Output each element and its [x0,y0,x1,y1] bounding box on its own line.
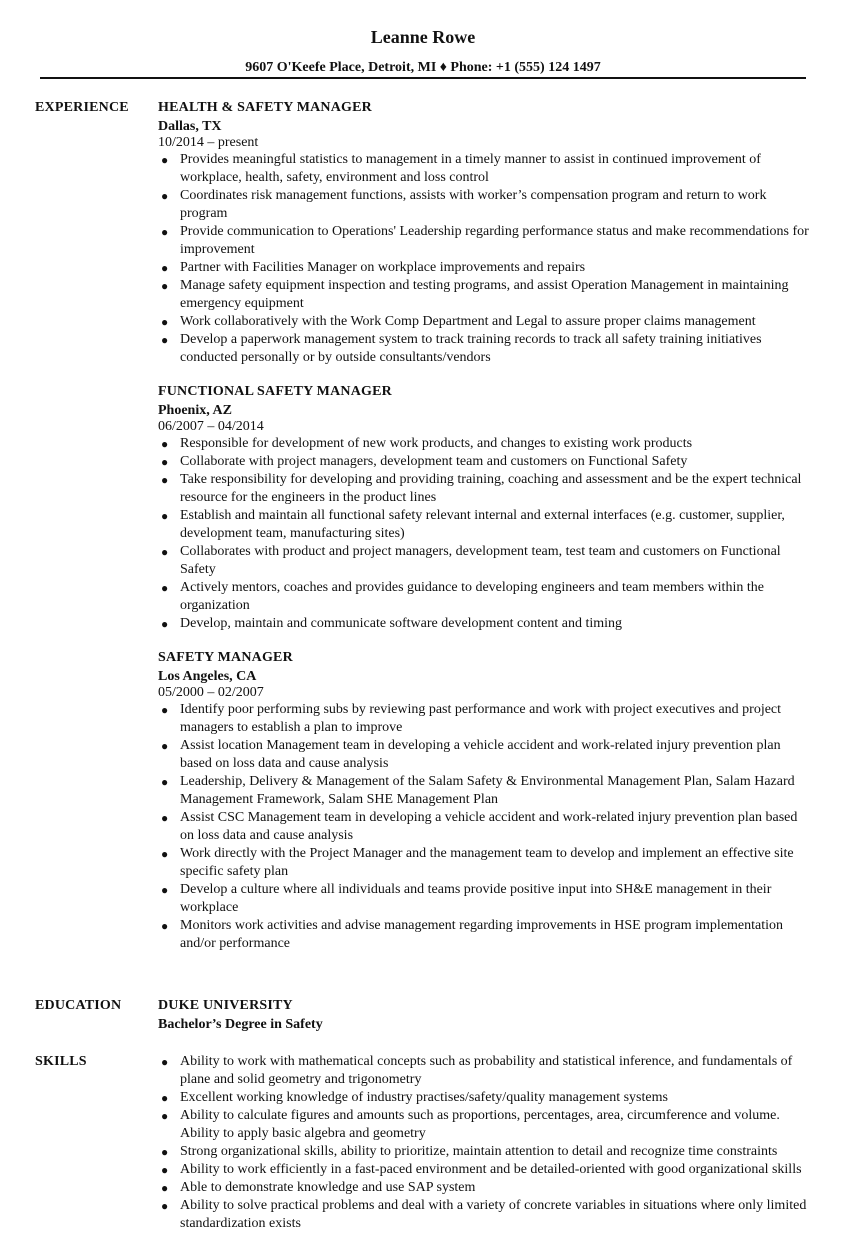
bullet-text: Collaborate with project managers, development team and customers on Functional Safety [180,454,688,469]
job-bullets [158,435,810,633]
bullet-item [158,313,810,331]
bullet-icon: ● [161,189,169,203]
degree-name: Bachelor’s Degree in Safety [158,1017,323,1032]
bullet-item [158,507,810,543]
bullet-item [158,615,810,633]
bullet-item [158,881,810,917]
job-title: HEALTH & SAFETY MANAGER [158,100,372,115]
bullet-text: Provide communication to Operations' Leadership regarding performance status and make recommendations for improvement [180,224,809,257]
job-dates: 10/2014 – present [158,135,259,150]
skill-text: Ability to calculate figures and amounts such as proportions, percentages, area, circumference and volume. Ability to apply basic algebra and geometry [180,1108,780,1141]
section-label-education: EDUCATION [35,998,122,1013]
bullet-icon: ● [161,333,169,347]
skill-text: Excellent working knowledge of industry practises/safety/quality management systems [180,1090,668,1105]
skill-text: Ability to solve practical problems and deal with a variety of concrete variables in situations where only limited standardization exists [180,1198,807,1231]
bullet-item [158,737,810,773]
bullet-text: Develop a paperwork management system to track training records to track all safety training initiatives conducted personally or by outside consultants/vendors [180,332,762,365]
bullet-text: Monitors work activities and advise management regarding improvements in HSE program implementation and/or performance [180,918,784,951]
bullet-item [158,453,810,471]
skill-item [158,1161,810,1179]
bullet-text: Work collaboratively with the Work Comp Department and Legal to assure proper claims management [180,314,756,329]
bullet-icon: ● [161,811,169,825]
bullet-icon: ● [161,617,169,631]
bullet-icon: ● [161,437,169,451]
skills-list [158,1053,810,1233]
bullet-item [158,259,810,277]
job-dates: 06/2007 – 04/2014 [158,419,264,434]
job-location: Los Angeles, CA [158,669,257,684]
bullet-text: Partner with Facilities Manager on workplace improvements and repairs [180,260,586,275]
job-entry [158,99,810,367]
skills-section [158,1053,810,1233]
bullet-icon: ● [161,1199,169,1213]
contact-line: 9607 O'Keefe Place, Detroit, MI ♦ Phone: +1 (555) 124 1497 [245,60,601,75]
bullet-icon: ● [161,847,169,861]
skill-text: Ability to work efficiently in a fast-paced environment and be detailed-oriented with good organizational skills [180,1162,802,1177]
bullet-icon: ● [161,545,169,559]
skill-item [158,1179,810,1197]
bullet-icon: ● [161,1163,169,1177]
bullet-icon: ● [161,225,169,239]
job-location: Dallas, TX [158,119,222,134]
bullet-text: Collaborates with product and project managers, development team, test team and customers on Functional Safety [180,544,781,577]
bullet-item [158,543,810,579]
bullet-text: Take responsibility for developing and providing training, coaching and assessment and be the expert technical resource for the engineers in the product lines [180,472,802,505]
bullet-item [158,435,810,453]
bullet-text: Leadership, Delivery & Management of the Salam Safety & Environmental Management Plan, Salam Hazard Management Framework, Salam SHE Management Plan [180,774,795,807]
bullet-icon: ● [161,703,169,717]
bullet-item [158,471,810,507]
skill-item [158,1197,810,1233]
bullet-item [158,151,810,187]
bullet-item [158,917,810,953]
bullet-icon: ● [161,455,169,469]
bullet-icon: ● [161,581,169,595]
bullet-item [158,579,810,615]
skill-item [158,1089,810,1107]
bullet-text: Assist CSC Management team in developing a vehicle accident and work-related injury prevention plan based on loss data and cause analysis [180,810,798,843]
skill-item [158,1143,810,1161]
school-name: DUKE UNIVERSITY [158,998,293,1013]
bullet-icon: ● [161,473,169,487]
bullet-item [158,773,810,809]
bullet-icon: ● [161,1109,169,1123]
skill-text: Strong organizational skills, ability to prioritize, maintain attention to detail and recognize time constraints [180,1144,778,1159]
bullet-item [158,223,810,259]
bullet-item [158,277,810,313]
bullet-text: Establish and maintain all functional safety relevant internal and external interfaces (e.g. customer, supplier, development team, manufacturing sites) [180,508,785,541]
bullet-icon: ● [161,775,169,789]
bullet-icon: ● [161,1091,169,1105]
bullet-item [158,331,810,367]
candidate-name: Leanne Rowe [370,27,476,47]
bullet-item [158,187,810,223]
job-entry [158,649,810,953]
skill-item [158,1053,810,1089]
job-title: FUNCTIONAL SAFETY MANAGER [158,384,392,399]
bullet-text: Develop a culture where all individuals and teams provide positive input into SH&E management in their workplace [180,882,772,915]
bullet-icon: ● [161,1181,169,1195]
header-divider [40,77,806,79]
bullet-text: Identify poor performing subs by reviewing past performance and work with project executives and project managers to establish a plan to improve [180,702,782,735]
bullet-text: Actively mentors, coaches and provides guidance to developing engineers and team members within the organization [180,580,764,613]
bullet-icon: ● [161,261,169,275]
experience-section [158,99,810,969]
bullet-item [158,701,810,737]
job-title: SAFETY MANAGER [158,650,293,665]
bullet-icon: ● [161,315,169,329]
bullet-text: Responsible for development of new work products, and changes to existing work products [180,436,693,451]
section-label-experience: EXPERIENCE [35,100,129,115]
bullet-text: Work directly with the Project Manager and the management team to develop and implement an effective site specific safety plan [180,846,794,879]
bullet-icon: ● [161,153,169,167]
bullet-text: Assist location Management team in developing a vehicle accident and work-related injury prevention plan based on loss data and cause analysis [180,738,781,771]
job-dates: 05/2000 – 02/2007 [158,685,264,700]
bullet-text: Provides meaningful statistics to management in a timely manner to assist in continued improvement of workplace, health, safety, environment and loss control [180,152,761,185]
job-entry [158,383,810,633]
job-bullets [158,701,810,953]
education-section [158,997,810,1033]
bullet-text: Coordinates risk management functions, assists with worker’s compensation program and return to work program [180,188,767,221]
section-label-skills: SKILLS [35,1054,87,1069]
bullet-icon: ● [161,1055,169,1069]
skill-text: Ability to work with mathematical concepts such as probability and statistical inference, and fundamentals of plane and solid geometry and trigonometry [180,1054,793,1087]
bullet-item [158,845,810,881]
bullet-icon: ● [161,919,169,933]
skill-text: Able to demonstrate knowledge and use SAP system [180,1180,476,1195]
bullet-icon: ● [161,739,169,753]
job-location: Phoenix, AZ [158,403,232,418]
bullet-icon: ● [161,279,169,293]
bullet-text: Develop, maintain and communicate software development content and timing [180,616,623,631]
bullet-text: Manage safety equipment inspection and testing programs, and assist Operation Management in maintaining emergency equipment [180,278,789,311]
bullet-icon: ● [161,1145,169,1159]
skill-item [158,1107,810,1143]
job-bullets [158,151,810,367]
bullet-item [158,809,810,845]
bullet-icon: ● [161,883,169,897]
bullet-icon: ● [161,509,169,523]
